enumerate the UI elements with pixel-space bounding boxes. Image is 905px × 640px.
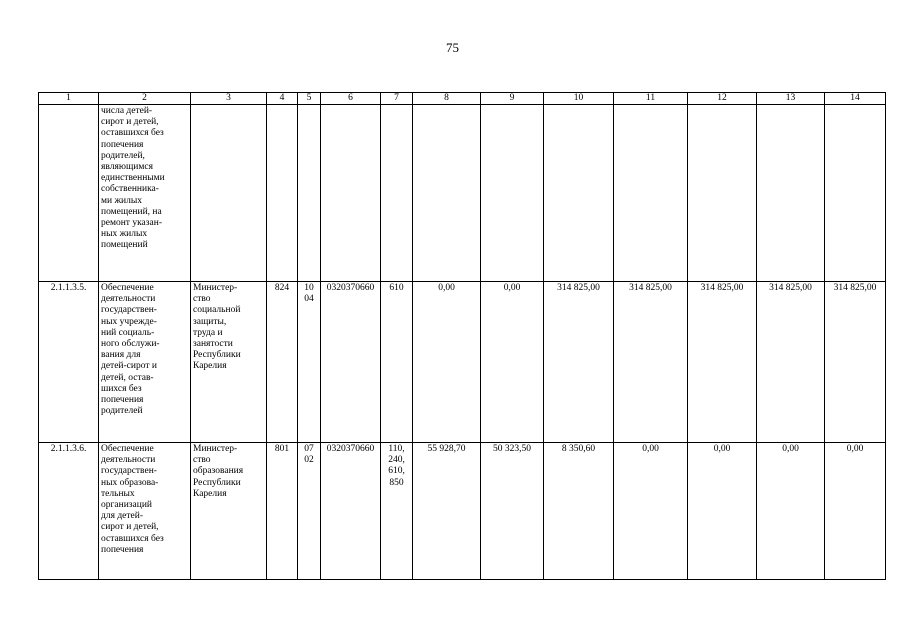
header-cell-1: 1 (39, 93, 99, 105)
page-number: 75 (446, 40, 459, 55)
col8-cell: 55 928,70 (413, 443, 481, 580)
col7-cell: 610 (381, 282, 413, 443)
name-cell: Обеспечение деятельности государствен- ных образова- тельных организаций для детей- сирот и детей, оставшихся без попечения (99, 443, 191, 580)
col11-cell (614, 105, 688, 282)
executor-cell: Министер- ство образования Республики Карелия (191, 443, 267, 580)
col9-cell: 50 323,50 (481, 443, 544, 580)
header-cell-11: 11 (614, 93, 688, 105)
col6-cell: 0320370660 (321, 443, 381, 580)
header-cell-10: 10 (544, 93, 614, 105)
col11-cell: 314 825,00 (614, 282, 688, 443)
col9-cell: 0,00 (481, 282, 544, 443)
col14-cell (825, 105, 886, 282)
col4-cell (267, 105, 298, 282)
col13-cell (757, 105, 825, 282)
col6-cell: 0320370660 (321, 282, 381, 443)
col6-cell (321, 105, 381, 282)
header-cell-9: 9 (481, 93, 544, 105)
col9-cell (481, 105, 544, 282)
executor-cell (191, 105, 267, 282)
col13-cell: 314 825,00 (757, 282, 825, 443)
col4-cell: 801 (267, 443, 298, 580)
col13-cell: 0,00 (757, 443, 825, 580)
header-cell-2: 2 (99, 93, 191, 105)
col11-cell: 0,00 (614, 443, 688, 580)
table-row (39, 282, 886, 443)
col8-cell (413, 105, 481, 282)
code-cell: 2.1.1.3.6. (39, 443, 99, 580)
code-cell: 2.1.1.3.5. (39, 282, 99, 443)
executor-cell: Министер- ство социальной защиты, труда и занятости Республики Карелия (191, 282, 267, 443)
header-cell-13: 13 (757, 93, 825, 105)
header-cell-6: 6 (321, 93, 381, 105)
header-cell-3: 3 (191, 93, 267, 105)
col5-cell (298, 105, 321, 282)
name-cell: числа детей- сирот и детей, оставшихся без попечения родителей, являющимся единственными собственника- ми жилых помещений, на ремонт указан- ных жилых помещений (99, 105, 191, 282)
col8-cell: 0,00 (413, 282, 481, 443)
col7-cell: 110, 240, 610, 850 (381, 443, 413, 580)
header-cell-4: 4 (267, 93, 298, 105)
col14-cell: 0,00 (825, 443, 886, 580)
code-cell (39, 105, 99, 282)
header-cell-5: 5 (298, 93, 321, 105)
table-row (39, 443, 886, 580)
col14-cell: 314 825,00 (825, 282, 886, 443)
col12-cell: 0,00 (688, 443, 757, 580)
col5-cell: 10 04 (298, 282, 321, 443)
name-cell: Обеспечение деятельности государствен- ных учрежде- ний социаль- ного обслужи- вания для детей-сирот и детей, остав- шихся без попечения родителей (99, 282, 191, 443)
col10-cell: 8 350,60 (544, 443, 614, 580)
col10-cell: 314 825,00 (544, 282, 614, 443)
col12-cell: 314 825,00 (688, 282, 757, 443)
table-row (39, 105, 886, 282)
header-cell-14: 14 (825, 93, 886, 105)
header-cell-8: 8 (413, 93, 481, 105)
col12-cell (688, 105, 757, 282)
budget-table (38, 92, 886, 580)
header-cell-12: 12 (688, 93, 757, 105)
col7-cell (381, 105, 413, 282)
header-row (39, 93, 886, 105)
col4-cell: 824 (267, 282, 298, 443)
header-cell-7: 7 (381, 93, 413, 105)
col5-cell: 07 02 (298, 443, 321, 580)
col10-cell (544, 105, 614, 282)
